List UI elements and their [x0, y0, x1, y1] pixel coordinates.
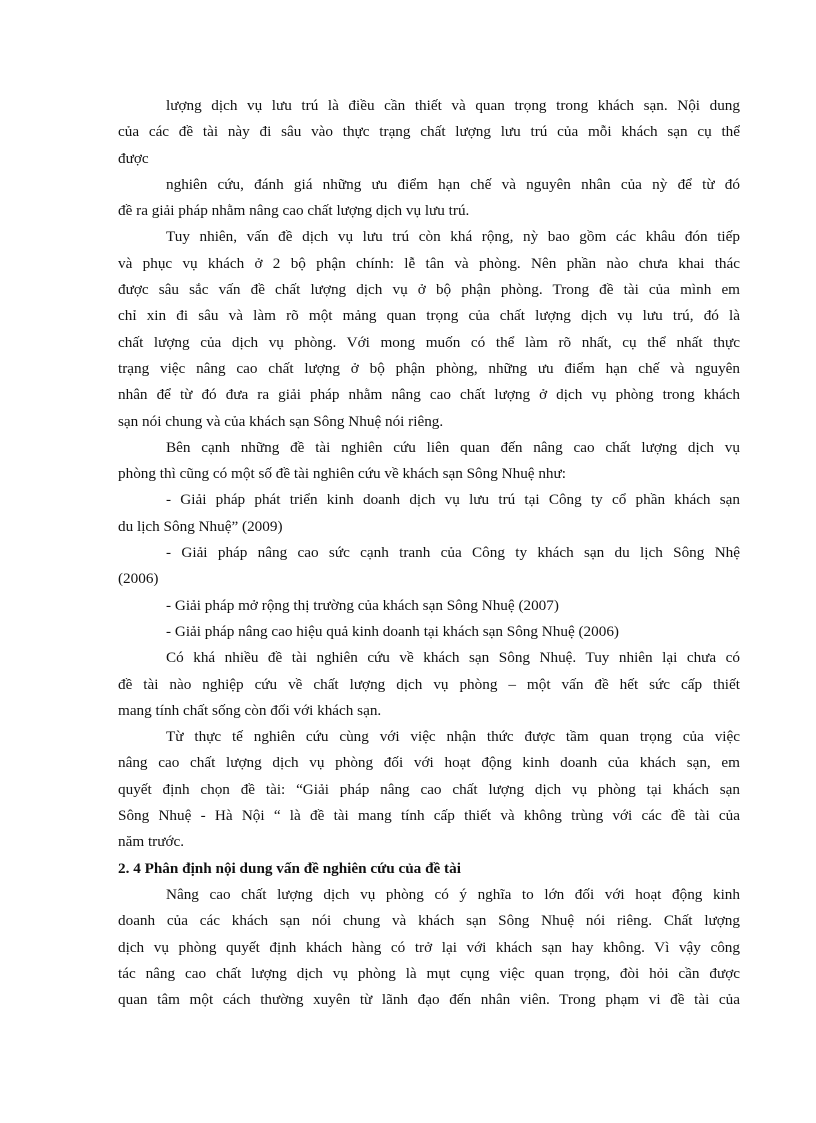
text-line: trạng việc nâng cao chất lượng ở bộ phận phòng, những ưu điểm hạn chế và nguyên [118, 359, 740, 377]
text-line: - Giải pháp nâng cao hiệu quả kinh doanh tại khách sạn Sông Nhuệ (2006) [166, 622, 619, 640]
text-line: - Giải pháp phát triển kinh doanh dịch vụ lưu trú tại Công ty cổ phần khách sạn [166, 491, 740, 509]
text-line: chỉ xin đi sâu và làm rõ một mảng quan trọng của chất lượng dịch vụ lưu trú, đó là [118, 307, 740, 325]
text-line: sạn nói chung và của khách sạn Sông Nhuệ nói riêng. [118, 412, 444, 430]
text-line: phòng thì cũng có một số đề tài nghiên cứu về khách sạn Sông Nhuệ như: [118, 465, 566, 483]
text-line: nghiên cứu, đánh giá những ưu điểm hạn chế và nguyên nhân của nỳ để từ đó [166, 175, 740, 193]
text-line: được [118, 149, 149, 167]
text-line: doanh của các khách sạn nói chung và khách sạn Sông Nhuệ nói riêng. Chất lượng [118, 912, 740, 930]
text-line: dịch vụ phòng quyết định khách hàng có trở lại với khách sạn hay không. Vì vậy công [118, 938, 740, 956]
section-heading: 2. 4 Phân định nội dung vấn đề nghiên cứu của đề tài [118, 859, 461, 877]
text-line: quan tâm một cách thường xuyên từ lãnh đạo đến nhân viên. Trong phạm vi đề tài của [118, 991, 740, 1009]
text-line: Từ thực tế nghiên cứu cùng với việc nhận thức được tầm quan trọng của việc [166, 728, 740, 746]
text-line: và phục vụ khách ở 2 bộ phận chính: lễ tân và phòng. Nên phần nào chưa khai thác [118, 254, 740, 272]
text-line: đề ra giải pháp nhằm nâng cao chất lượng dịch vụ lưu trú. [118, 202, 470, 220]
text-line: Tuy nhiên, vấn đề dịch vụ lưu trú còn khá rộng, nỳ bao gồm các khâu đón tiếp [166, 228, 740, 246]
text-line: nhân để từ đó đưa ra giải pháp nhằm nâng cao chất lượng ở dịch vụ phòng trong khách [118, 386, 740, 404]
text-line: Có khá nhiều đề tài nghiên cứu về khách sạn Sông Nhuệ. Tuy nhiên lại chưa có [166, 649, 740, 667]
text-line: đề tài nào nghiệp cứu về chất lượng dịch vụ phòng – một vấn đề hết sức cấp thiết [118, 675, 740, 693]
text-line: tác nâng cao chất lượng dịch vụ phòng là mụt cụng việc quan trọng, đòi hỏi cần được [118, 964, 740, 982]
text-line: (2006) [118, 570, 159, 588]
text-line: lượng dịch vụ lưu trú là điều cần thiết và quan trọng trong khách sạn. Nội dung [166, 97, 740, 114]
text-line: được sâu sắc vấn đề chất lượng dịch vụ ở bộ phận phòng. Trong đề tài của mình em [118, 281, 740, 299]
text-line: của các đề tài này đi sâu vào thực trạng chất lượng lưu trú của mỗi khách sạn cụ thể [118, 123, 740, 141]
document-body [118, 93, 740, 1013]
text-line: Sông Nhuệ - Hà Nội “ là đề tài mang tính cấp thiết và không trùng với các đề tài của [118, 807, 740, 825]
text-line: - Giải pháp nâng cao sức cạnh tranh của Công ty khách sạn du lịch Sông Nhệ [166, 544, 740, 562]
text-line: quyết định chọn đề tài: “Giải pháp nâng cao chất lượng dịch vụ phòng tại khách sạn [118, 780, 740, 798]
text-line: chất lượng của dịch vụ phòng. Với mong muốn có thể làm rõ nhất, cụ thể nhất thực [118, 333, 740, 351]
text-line: Nâng cao chất lượng dịch vụ phòng có ý nghĩa to lớn đối với hoạt động kinh [166, 885, 740, 903]
text-line: Bên cạnh những đề tài nghiên cứu liên quan đến nâng cao chất lượng dịch vụ [166, 438, 740, 456]
text-line: năm trước. [118, 833, 185, 851]
text-line: du lịch Sông Nhuệ” (2009) [118, 517, 283, 535]
text-line: nâng cao chất lượng dịch vụ phòng đối với hoạt động kinh doanh của khách sạn, em [118, 754, 740, 772]
text-line: mang tính chất sống còn đối với khách sạn. [118, 701, 382, 719]
text-line: - Giải pháp mở rộng thị trường của khách sạn Sông Nhuệ (2007) [166, 596, 559, 614]
